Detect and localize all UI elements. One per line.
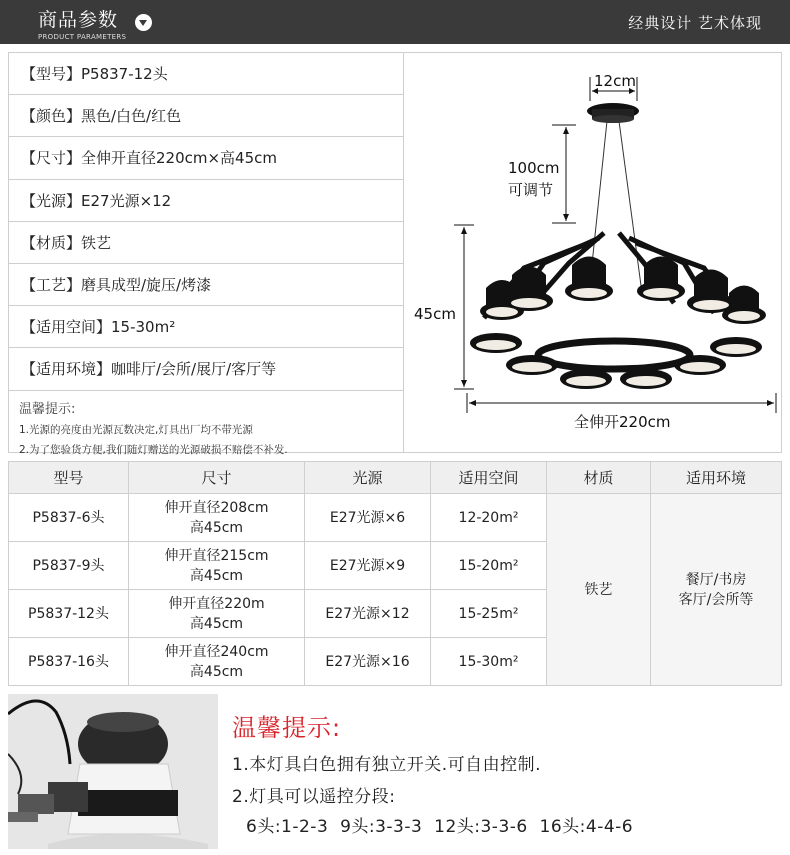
env-line-1: 餐厅/书房 [685, 571, 747, 588]
header-slogan: 经典设计 艺术体现 [628, 14, 762, 32]
header-title: 商品参数 [38, 9, 119, 31]
tips-line-2: 2.灯具可以遥控分段: [232, 787, 396, 807]
spec-environment: 【适用环境】咖啡厅/会所/展厅/客厅等 [9, 348, 403, 390]
cell-size-height: 高45cm [189, 615, 244, 632]
cell-size [129, 494, 305, 542]
env-line-2: 客厅/会所等 [678, 591, 754, 608]
cell-space: 15-20m² [431, 542, 547, 590]
col-size: 尺寸 [129, 462, 305, 494]
lamp-dimension-drawing [404, 53, 782, 452]
cell-environment [651, 494, 782, 686]
spec-color: 【颜色】黑色/白色/红色 [9, 95, 403, 137]
table-header-row [9, 462, 782, 494]
notes-title: 温馨提示: [19, 402, 76, 417]
header-subtitle: PRODUCT PARAMETERS [38, 33, 127, 41]
col-model: 型号 [9, 462, 129, 494]
cell-space: 15-25m² [431, 590, 547, 638]
tips-line-3: 6头:1-2-3 9头:3-3-3 12头:3-3-6 16头:4-4-6 [246, 817, 634, 837]
dim-cable-note: 可调节 [508, 181, 554, 199]
col-environment: 适用环境 [651, 462, 782, 494]
tips-text [232, 694, 782, 849]
col-material: 材质 [547, 462, 651, 494]
cell-size-diameter: 伸开直径240cm [164, 643, 269, 660]
dim-width-label: 全伸开220cm [574, 413, 671, 431]
spec-size: 【尺寸】全伸开直径220cm×高45cm [9, 137, 403, 179]
cell-light: E27光源×9 [305, 542, 431, 590]
cell-model: P5837-12头 [9, 590, 129, 638]
notes-line-1: 1.光源的亮度由光源瓦数决定,灯具出厂均不带光源 [19, 424, 253, 436]
cell-light: E27光源×12 [305, 590, 431, 638]
lamp-closeup-photo [8, 694, 218, 849]
cell-light: E27光源×16 [305, 638, 431, 686]
lamp-closeup-image [8, 694, 218, 849]
cell-size [129, 542, 305, 590]
tips-heading: 温馨提示: [232, 714, 342, 742]
spec-light: 【光源】E27光源×12 [9, 180, 403, 222]
tips-line-1: 1.本灯具白色拥有独立开关.可自由控制. [232, 755, 542, 775]
cell-size-diameter: 伸开直径208cm [164, 499, 269, 516]
cell-size-diameter: 伸开直径220m [168, 595, 265, 612]
cell-size [129, 590, 305, 638]
spec-notes [9, 392, 403, 457]
cell-size-height: 高45cm [189, 519, 244, 536]
cell-space: 15-30m² [431, 638, 547, 686]
dim-top-label: 12cm [594, 72, 636, 90]
spec-list [9, 53, 403, 391]
section-header [0, 0, 790, 44]
cell-space: 12-20m² [431, 494, 547, 542]
spec-model: 【型号】P5837-12头 [9, 53, 403, 95]
cell-model: P5837-6头 [9, 494, 129, 542]
cell-size-height: 高45cm [189, 663, 244, 680]
spec-panel [8, 52, 782, 456]
spec-material: 【材质】铁艺 [9, 222, 403, 264]
header-title-group [38, 5, 126, 41]
cell-light: E27光源×6 [305, 494, 431, 542]
product-table [8, 461, 782, 686]
dim-height-label: 45cm [414, 305, 456, 323]
cell-material: 铁艺 [547, 494, 651, 686]
spec-space: 【适用空间】15-30m² [9, 306, 403, 348]
dim-cable-label: 100cm [508, 159, 560, 177]
cell-model: P5837-9头 [9, 542, 129, 590]
chevron-down-icon [135, 14, 152, 31]
spec-craft: 【工艺】磨具成型/旋压/烤漆 [9, 264, 403, 306]
cell-size [129, 638, 305, 686]
cell-size-height: 高45cm [189, 567, 244, 584]
notes-line-2: 2.为了您验货方便,我们随灯赠送的光源破损不赔偿不补发. [19, 444, 288, 456]
table-row [9, 494, 782, 542]
col-space: 适用空间 [431, 462, 547, 494]
cell-model: P5837-16头 [9, 638, 129, 686]
chandelier-image [404, 53, 782, 452]
cell-size-diameter: 伸开直径215cm [164, 547, 269, 564]
tips-section [8, 694, 782, 849]
col-light: 光源 [305, 462, 431, 494]
